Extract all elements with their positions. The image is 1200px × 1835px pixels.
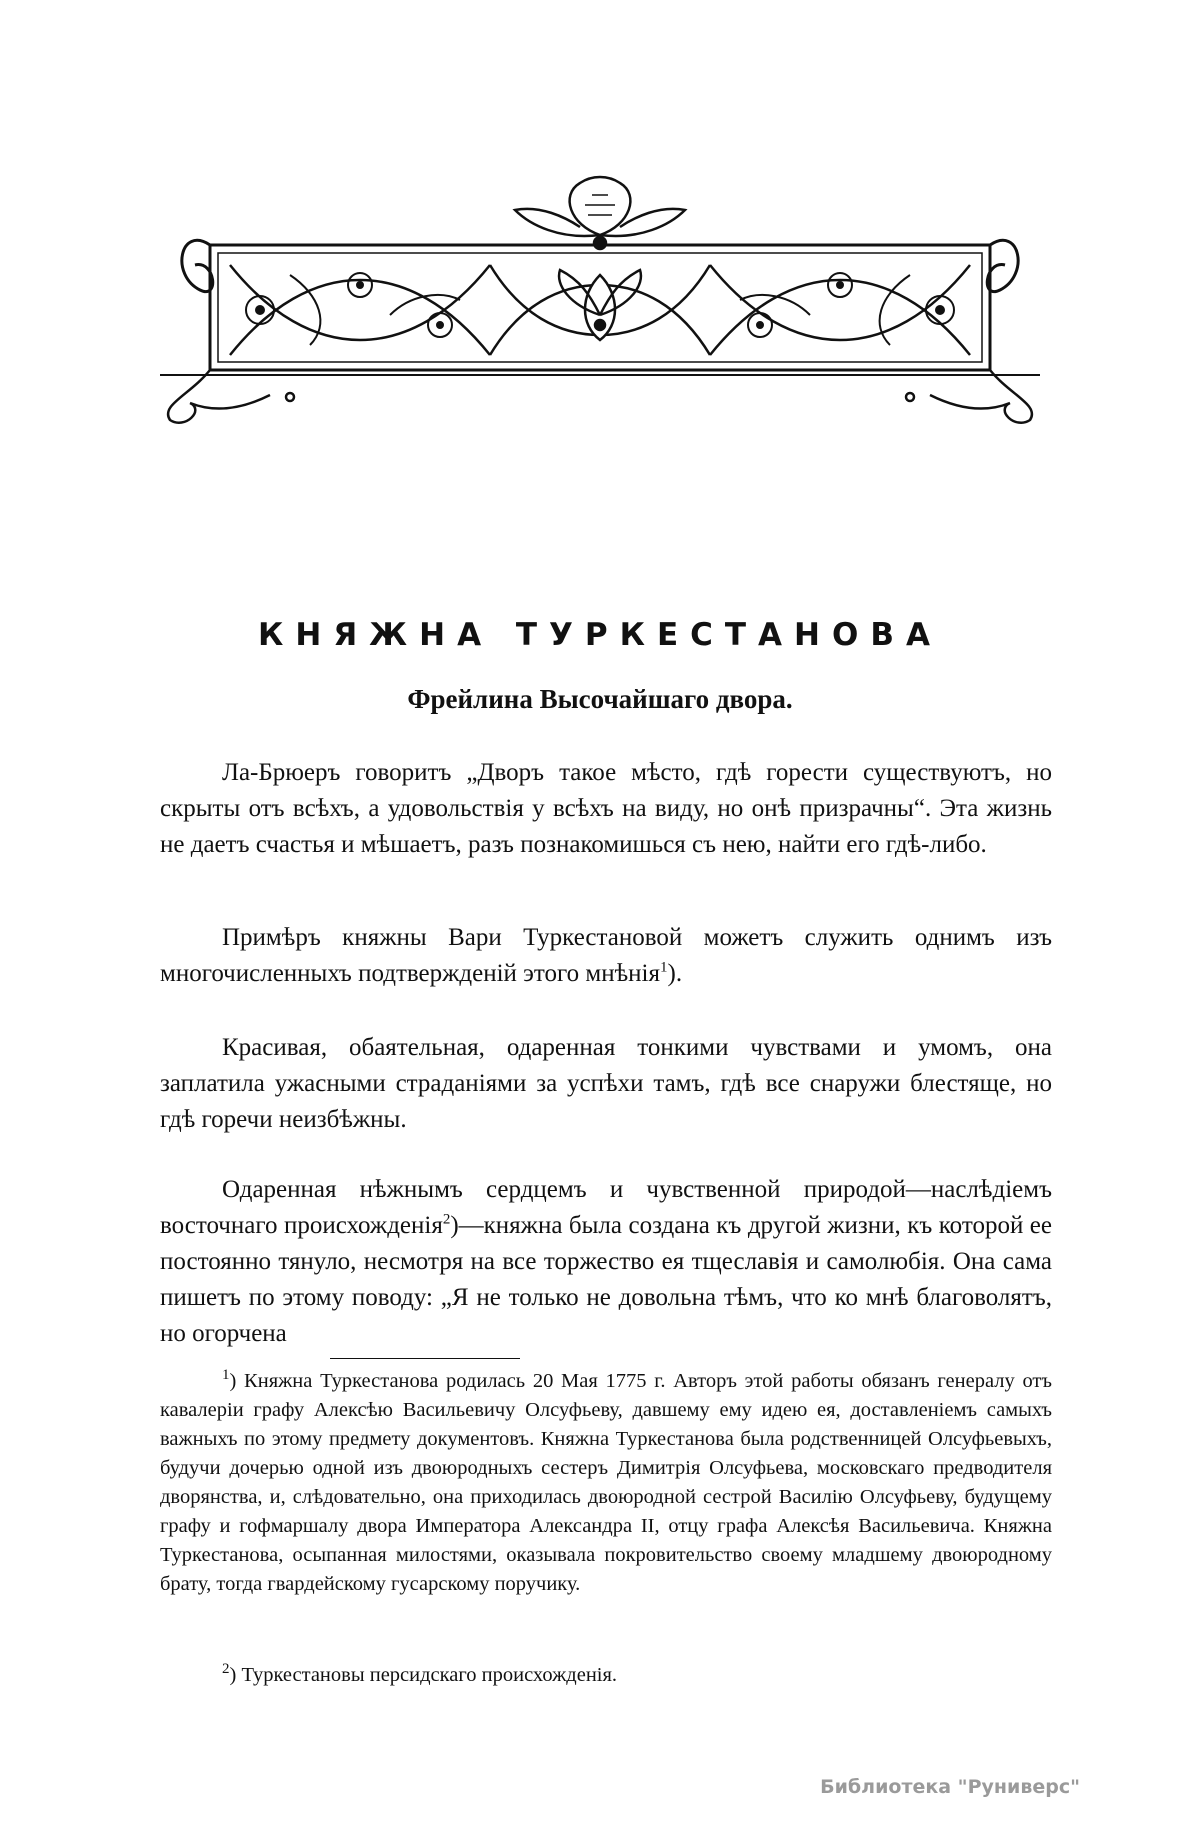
paragraph-1: Ла-Брюеръ говоритъ „Дворъ такое мѣсто, гдѣ горести существуютъ, но скрыты отъ всѣхъ, а удовольствія у всѣхъ на виду, но онѣ призрачны“. Эта жизнь не даетъ счастья и мѣшаетъ, разъ познакомишься съ нею, найти его гдѣ-либо. — [160, 759, 1052, 858]
library-watermark: Библиотека "Руниверс" — [820, 1776, 1080, 1798]
paragraph-4 — [160, 1172, 1052, 1352]
footnote-2-text: ) Туркестановы персидскаго происхожденія. — [229, 1664, 618, 1686]
footnote-1-text: ) Княжна Туркестанова родилась 20 Мая 1775 г. Авторъ этой работы обязанъ генералу отъ кавалеріи графу Алексѣю Васильевичу Олсуфьеву, давшему ему идею ея, доставленіемъ самыхъ важныхъ по этому предмету документовъ. Княжна Туркестанова была родственницей Олсуфьевыхъ, будучи дочерью одной изъ двоюродныхъ сестеръ Димитрія Олсуфьева, московскаго предводителя дворянства, и, слѣдовательно, она приходилась двоюродной сестрой Василію Олсуфьеву, будущему графу и гофмаршалу двора Императора Александра II, отцу графа Алексѣя Васильевича. Княжна Туркестанова, осыпанная милостями, оказывала покровительство своему младшему двоюродному брату, тогда гвардейскому гусарскому поручику. — [160, 1370, 1052, 1595]
footnote-ref-2[interactable]: 2 — [442, 1211, 451, 1228]
paragraph-4-after: )—княжна была создана къ другой жизни, къ которой ее постоянно тянуло, несмотря на все торжество ея тщеславія и самолюбія. Она сама пишетъ по этому поводу: „Я не только не довольна тѣмъ, что ко мнѣ благоволятъ, но огорчена — [160, 1212, 1052, 1347]
footnote-2 — [160, 1661, 1052, 1690]
paragraph-2 — [160, 920, 1052, 992]
footnote-mark-2: 2 — [222, 1661, 230, 1678]
ornamental-headpiece-icon — [160, 165, 1040, 495]
page-title: КНЯЖНА ТУРКЕСТАНОВА — [258, 617, 942, 653]
page-subtitle: Фрейлина Высочайшаго двора. — [407, 684, 793, 714]
paragraph-4-before: Одаренная нѣжнымъ сердцемъ и чувственной природой—наслѣдіемъ восточнаго происхожденія — [160, 1176, 1052, 1239]
paragraph-3: Красивая, обаятельная, одаренная тонкими чувствами и умомъ, она заплатила ужасными страданіями за успѣхи тамъ, гдѣ все снаружи блестяще, но гдѣ горечи неизбѣжны. — [160, 1034, 1052, 1133]
paragraph-2-tail: ). — [667, 960, 683, 987]
paragraph-2-text: Примѣръ княжны Вари Туркестановой можетъ служить однимъ изъ многочисленныхъ подтвержденій этого мнѣнія — [160, 924, 1052, 987]
footnote-mark-1: 1 — [222, 1367, 230, 1384]
footnote-1 — [160, 1367, 1052, 1599]
footnote-divider — [330, 1358, 520, 1359]
footnote-ref-1[interactable]: 1 — [660, 959, 668, 976]
